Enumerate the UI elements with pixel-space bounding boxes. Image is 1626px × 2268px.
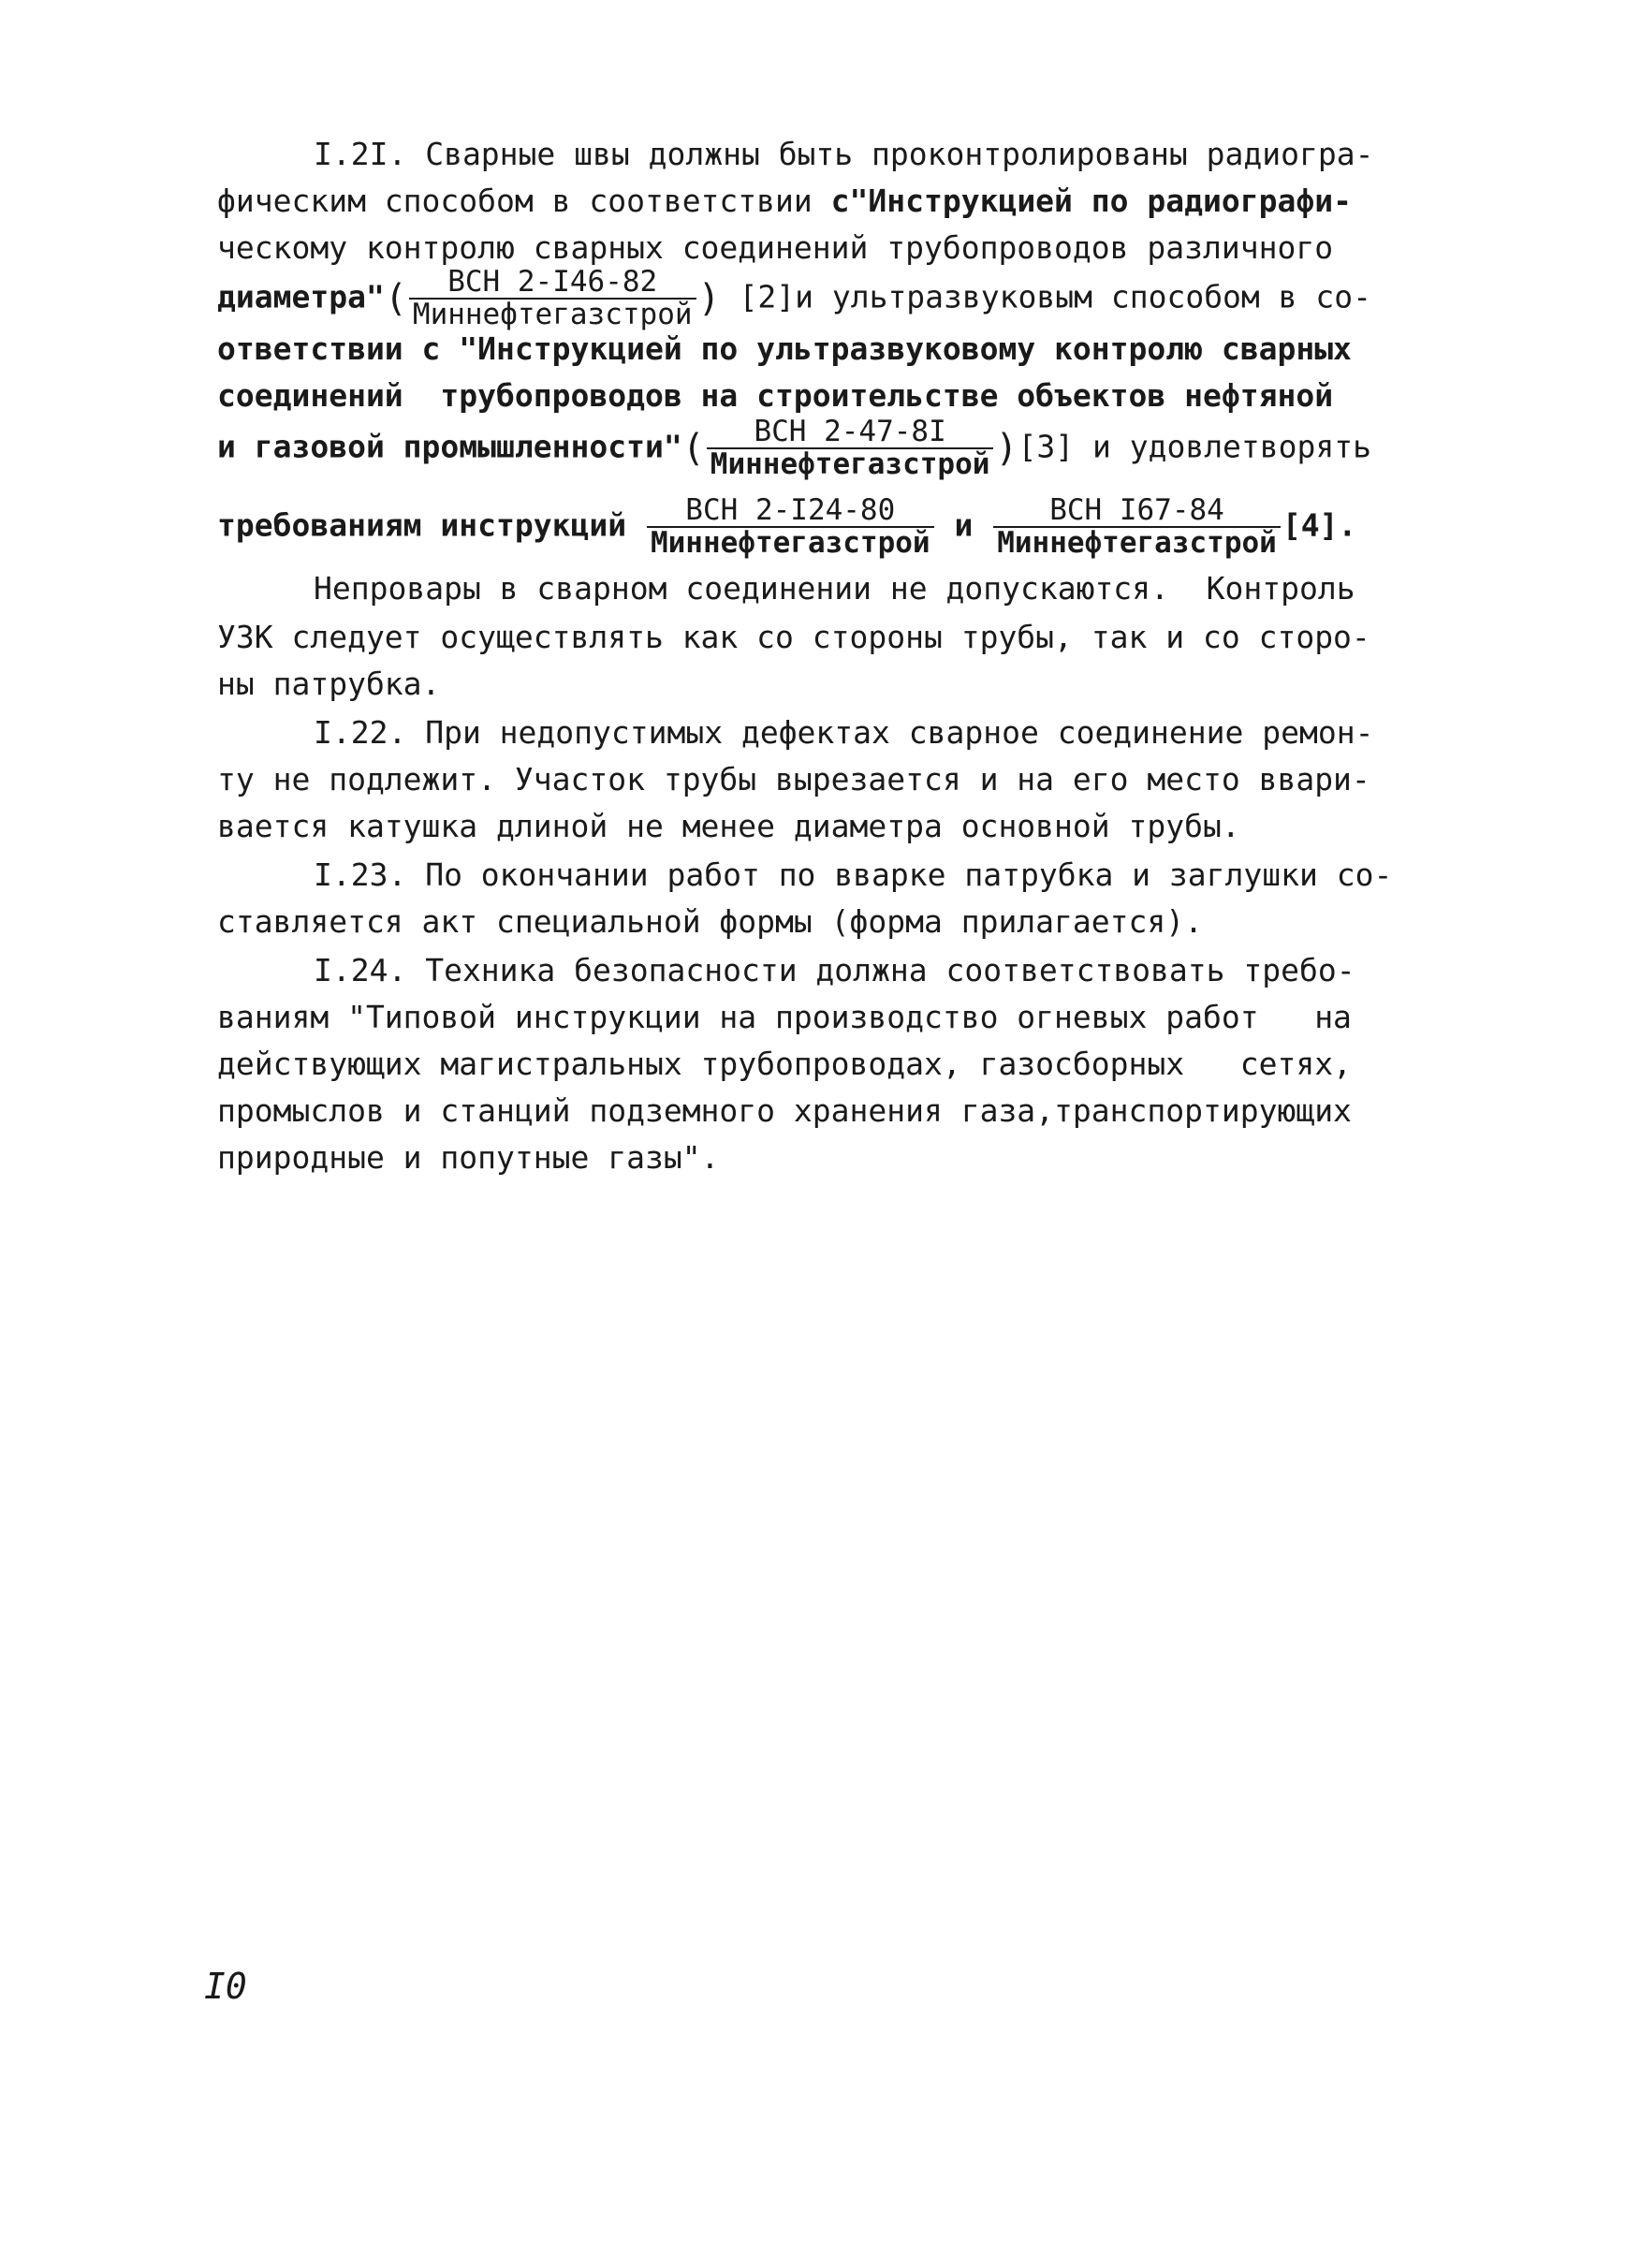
text-line: промыслов и станций подземного хранения газа,транспортирующих	[217, 1092, 1352, 1129]
text-line: природные и попутные газы".	[217, 1139, 720, 1176]
text-line: Непровары в сварном соединении не допускаются. Контроль	[314, 570, 1355, 607]
text-line: ставляется акт специальной формы (форма прилагается).	[217, 903, 1203, 940]
text-line: ны патрубка.	[217, 666, 441, 702]
text-line: I.22. При недопустимых дефектах сварное соединение ремон-	[314, 714, 1374, 751]
page-number: I0	[204, 1966, 247, 2007]
text-line: и газовой промышленности"( $\frac{\text{ВСН 2-47-8I}}{\text{Миннефтегазстрой}}$ )[3] и удовлетворять	[217, 415, 1372, 481]
fraction: $\frac{\text{ВСН 2-47-8I}}{\text{Миннефтегазстрой}}$	[707, 417, 994, 479]
text-line: действующих магистральных трубопроводах, газосборных сетях,	[217, 1046, 1352, 1082]
text-line: соединений трубопроводов на строительстве объектов нефтяной	[217, 377, 1334, 414]
text-line: ответствии с "Инструкцией по ультразвуковому контролю сварных	[217, 330, 1352, 367]
text-line: требованиям инструкций $\frac{\text{ВСН 2-I24-80}}{\text{Миннефтегазстрой}}$ и $\frac{\text{ВСН I67-84}}{\text{Миннефтегазстрой}}$ [4].	[217, 493, 1357, 560]
text-line: ту не подлежит. Участок трубы вырезается и на его место ввари-	[217, 761, 1370, 797]
text-line: ческому контролю сварных соединений трубопроводов различного	[217, 229, 1334, 266]
text-line: диаметра"( $\frac{\text{ВСН 2-I46-82}}{\text{Миннефтегазстрой}}$ ) [2]и ультразвуковым способом в со-	[217, 265, 1372, 331]
text-line: УЗК следует осуществлять как со стороны трубы, так и со сторо-	[217, 619, 1370, 655]
fraction: $\frac{\text{ВСН 2-I24-80}}{\text{Миннефтегазстрой}}$	[647, 496, 934, 558]
text-line: I.2I. Сварные швы должны быть проконтролированы радиогра-	[314, 136, 1374, 172]
fraction: $\frac{\text{ВСН I67-84}}{\text{Миннефтегазстрой}}$	[993, 496, 1281, 558]
text-line: вается катушка длиной не менее диаметра основной трубы.	[217, 808, 1240, 844]
fraction: $\frac{\text{ВСН 2-I46-82}}{\text{Миннефтегазстрой}}$	[409, 268, 696, 329]
text-line: фическим способом в соответствии с"Инструкцией по радиографи-	[217, 183, 1352, 219]
text-line: ваниям "Типовой инструкции на производство огневых работ на	[217, 999, 1352, 1035]
text-line: I.24. Техника безопасности должна соответствовать требо-	[314, 952, 1355, 988]
text-line: I.23. По окончании работ по вварке патрубка и заглушки со-	[314, 856, 1393, 893]
